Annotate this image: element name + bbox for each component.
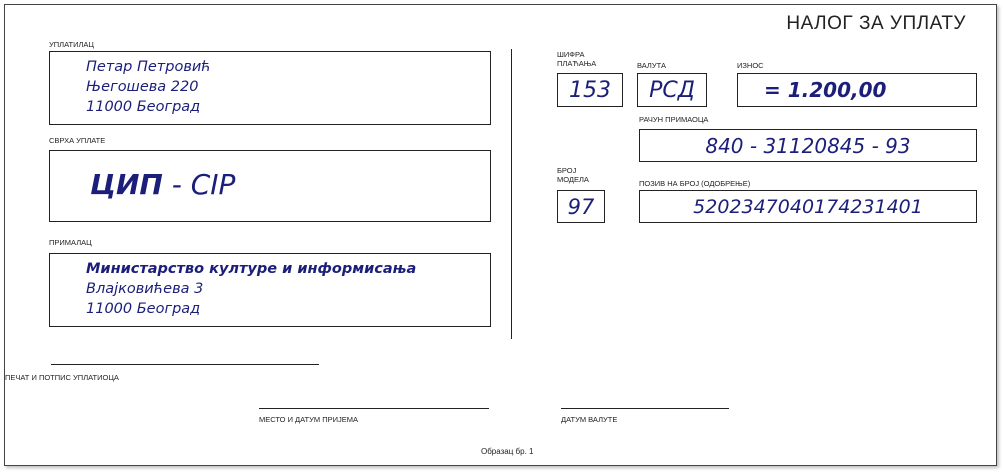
recipient-field[interactable]: [49, 253, 491, 327]
purpose-field[interactable]: [49, 150, 491, 222]
recipient-street: Влајковићева 3: [86, 281, 204, 297]
amount-prefix: =: [764, 78, 788, 102]
payer-seal-line: [51, 364, 319, 365]
payer-street: Његошева 220: [86, 79, 199, 95]
payment-code-label-1: ШИФРА: [557, 50, 585, 59]
payer-field[interactable]: [49, 51, 491, 125]
value-date-line: [561, 408, 729, 409]
recipient-name: Министарство културе и информисања: [86, 261, 417, 277]
column-divider: [511, 49, 512, 339]
amount-field[interactable]: [737, 73, 977, 107]
reference-field[interactable]: [639, 190, 977, 223]
reference-value: 5202347040174231401: [693, 195, 923, 218]
payer-city: 11000 Београд: [86, 99, 201, 115]
model-field[interactable]: [557, 190, 605, 223]
payment-code-value: 153: [569, 77, 611, 103]
currency-field[interactable]: [637, 73, 707, 107]
purpose-value: [90, 168, 235, 202]
recipient-label: ПРИМАЛАЦ: [49, 238, 92, 247]
payment-code-field[interactable]: [557, 73, 623, 107]
model-label-1: БРОЈ: [557, 166, 577, 175]
model-label-2: МОДЕЛА: [557, 175, 589, 184]
form-number-note: Образац бр. 1: [481, 447, 534, 456]
purpose-value-rest: - CIP: [162, 168, 236, 201]
recipient-account-value: 840 - 31120845 - 93: [705, 133, 911, 158]
amount-value: [764, 78, 886, 102]
payment-code-label-2: ПЛАЋАЊА: [557, 59, 597, 68]
model-value: 97: [567, 194, 595, 219]
payer-name: Петар Петровић: [86, 59, 211, 75]
amount-number: 1.200,00: [787, 78, 887, 102]
recipient-city: 11000 Београд: [86, 301, 201, 317]
amount-label: ИЗНОС: [737, 61, 764, 70]
currency-label: ВАЛУТА: [637, 61, 666, 70]
place-date-line: [259, 408, 489, 409]
value-date-label: ДАТУМ ВАЛУТЕ: [561, 415, 618, 424]
place-date-label: МЕСТО И ДАТУМ ПРИЈЕМА: [259, 415, 359, 424]
purpose-label: СВРХА УПЛАТЕ: [49, 136, 106, 145]
reference-label: ПОЗИВ НА БРОЈ (ОДОБРЕЊЕ): [639, 179, 751, 188]
purpose-value-bold: ЦИП: [90, 168, 163, 201]
recipient-account-label: РАЧУН ПРИМАОЦА: [639, 115, 709, 124]
recipient-account-field[interactable]: [639, 129, 977, 162]
currency-value: РСД: [649, 77, 695, 103]
payer-label: УПЛАТИЛАЦ: [49, 40, 94, 49]
payment-order-form: [4, 4, 997, 466]
payer-seal-label: ПЕЧАТ И ПОТПИС УПЛАТИОЦА: [5, 373, 119, 382]
form-title: НАЛОГ ЗА УПЛАТУ: [786, 13, 966, 34]
